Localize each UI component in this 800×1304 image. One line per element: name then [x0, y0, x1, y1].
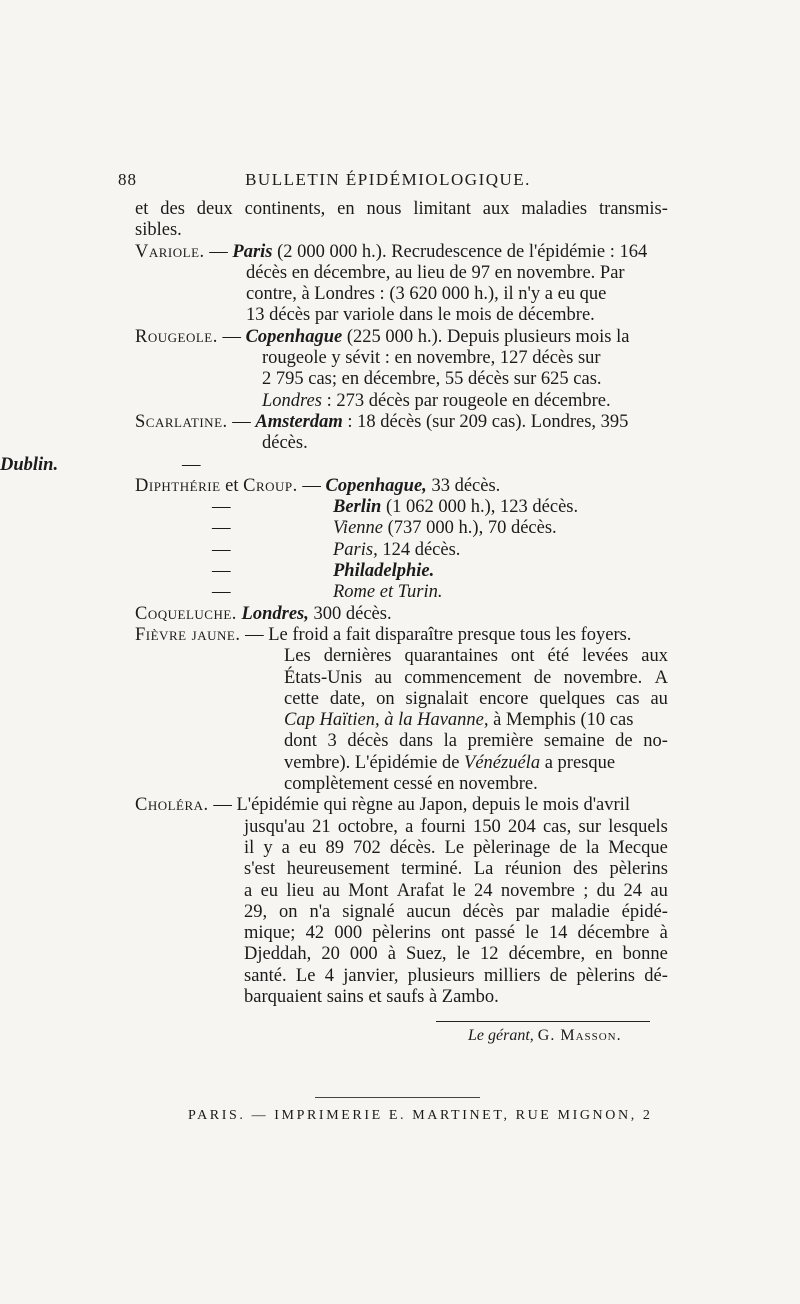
text-line — [0, 220, 800, 241]
city-name: Berlin — [333, 497, 382, 518]
text-line: barquaient sains et saufs à Zambo. — [244, 986, 499, 1007]
entry-variole-line-1: Variole. — Paris (2 000 000 h.). Recrudescence de l'épidémie : 164 — [135, 241, 648, 262]
entry-diphterie-line-1: Diphthérie et Croup. — Copenhague, 33 décès. — [135, 475, 501, 496]
text-line: mique; 42 000 pèlerins ont passé le 14 décembre à — [244, 923, 668, 944]
place-name: Vénézuéla — [464, 752, 541, 773]
city-name: Rome et Turin. — [333, 582, 443, 603]
text-line: Les dernières quarantaines ont été levées aux — [284, 646, 668, 667]
list-item: — Rome et Turin. — [212, 582, 443, 603]
printer-imprint: PARIS. — IMPRIMERIE E. MARTINET, RUE MIGNON, 2 — [188, 1108, 653, 1123]
list-item: — Philadelphie. — [212, 561, 435, 582]
city-name: Paris — [232, 241, 273, 262]
disease-label: Coqueluche. — [135, 603, 237, 624]
city-name: Londres — [262, 390, 322, 411]
disease-label: Croup. — [243, 475, 298, 496]
city-name: Copenhague, — [325, 475, 427, 496]
signature-rule — [436, 1021, 650, 1022]
city-name: Amsterdam — [255, 411, 343, 432]
signature: Le gérant, G. Masson. — [468, 1027, 622, 1044]
text-line — [0, 199, 800, 220]
intro-line-2: sibles. — [135, 220, 182, 241]
entry-rougeole-line-1: Rougeole. — Copenhague (225 000 h.). Depuis plusieurs mois la — [135, 326, 630, 347]
list-item: — Vienne (737 000 h.), 70 décès. — [212, 518, 557, 539]
entry-cholera-line-1: Choléra. — L'épidémie qui règne au Japon, depuis le mois d'avril — [135, 795, 630, 816]
disease-label: Choléra. — [135, 795, 209, 816]
text-line: Djeddah, 20 000 à Suez, le 12 décembre, en bonne — [244, 944, 668, 965]
entry-coqueluche: Coqueluche. Londres, 300 décès. — [135, 603, 392, 624]
city-name: Londres, — [241, 603, 309, 624]
imprint-rule — [315, 1097, 480, 1098]
text-line: contre, à Londres : (3 620 000 h.), il n'y a eu que — [246, 284, 607, 305]
text-line: vembre). L'épidémie de Vénézuéla a presque — [284, 752, 616, 773]
text-line: santé. Le 4 janvier, plusieurs milliers de pèlerins dé- — [244, 965, 668, 986]
disease-label: Fièvre jaune. — [135, 624, 241, 645]
city-name: Vienne — [333, 518, 383, 539]
text-line: décès. — [262, 433, 308, 454]
running-title: BULLETIN ÉPIDÉMIOLOGIQUE. — [245, 170, 531, 189]
text-line: rougeole y sévit : en novembre, 127 décès sur — [262, 348, 601, 369]
text-line: 13 décès par variole dans le mois de décembre. — [246, 305, 595, 326]
list-item: — Paris, 124 décès. — [212, 539, 461, 560]
text-line: 2 795 cas; en décembre, 55 décès sur 625 cas. — [262, 369, 602, 390]
page-header — [118, 170, 658, 194]
text-line: décès en décembre, au lieu de 97 en novembre. Par — [246, 262, 625, 283]
intro-line-1: et des deux continents, en nous limitant aux maladies transmis- — [135, 199, 668, 219]
text-line: jusqu'au 21 octobre, a fourni 150 204 cas, sur lesquels — [244, 816, 668, 837]
page-body — [0, 199, 800, 1008]
city-name: Paris, — [333, 539, 378, 560]
text-line: dont 3 décès dans la première semaine de no- — [284, 731, 668, 752]
text-line: s'est heureusement terminé. La réunion des pèlerins — [244, 859, 668, 880]
city-name: Philadelphie. — [333, 561, 435, 582]
text-line: 29, on n'a signalé aucun décès par maladie épidé- — [244, 901, 668, 922]
disease-label: Rougeole. — [135, 326, 218, 347]
text-line: il y a eu 89 702 décès. Le pèlerinage de la Mecque — [244, 837, 668, 858]
city-name: Copenhague — [245, 326, 343, 347]
city-name: Dublin. — [0, 454, 59, 475]
disease-label: Diphthérie — [135, 475, 221, 496]
disease-label: Scarlatine. — [135, 411, 228, 432]
city-name: Cap Haïtien, à la Havanne, — [284, 710, 489, 731]
text-line: cette date, on signalait encore quelques cas au — [284, 688, 668, 709]
text-line: complètement cessé en novembre. — [284, 774, 538, 795]
signature-name: G. Masson. — [537, 1027, 622, 1044]
entry-fievre-line-1: Fièvre jaune. — Le froid a fait disparaître presque tous les foyers. — [135, 624, 632, 645]
text-line: Londres : 273 décès par rougeole en décembre. — [262, 390, 611, 411]
page-number: 88 — [118, 170, 137, 189]
disease-label: Variole. — [135, 241, 205, 262]
text-line: a eu lieu au Mont Arafat le 24 novembre ; du 24 au — [244, 880, 668, 901]
entry-scarlatine-line-1: Scarlatine. — Amsterdam : 18 décès (sur 209 cas). Londres, 395 — [135, 411, 629, 432]
text-line: Cap Haïtien, à la Havanne, à Memphis (10 cas — [284, 710, 634, 731]
text-line: — Dublin. — [0, 454, 201, 475]
list-item: — Berlin (1 062 000 h.), 123 décès. — [212, 497, 579, 518]
text-line: États-Unis au commencement de novembre. A — [284, 667, 668, 688]
